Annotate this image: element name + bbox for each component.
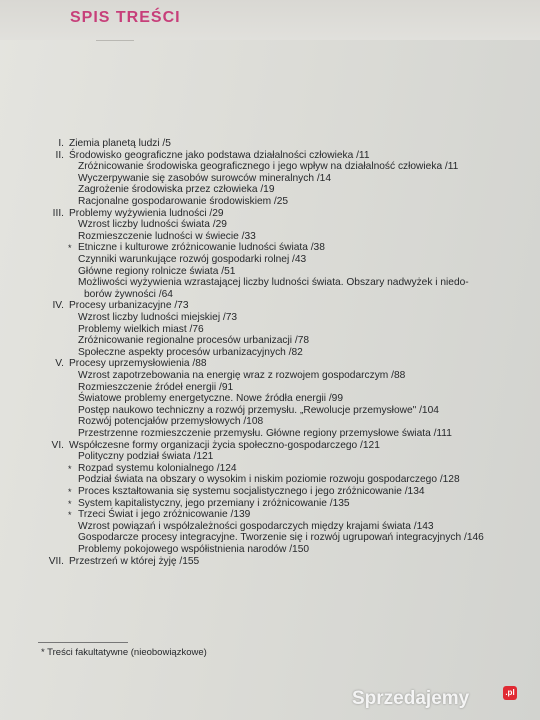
watermark-badge: .pl <box>503 686 517 700</box>
toc-section-title: Postęp naukowo techniczny a rozwój przemysłu. „Rewolucje przemysłowe" /104 <box>78 404 439 416</box>
toc-section-title: Wyczerpywanie się zasobów surowców mineralnych /14 <box>78 172 332 184</box>
toc-chapter-number: III. <box>52 207 64 219</box>
toc-section-title: borów żywności /64 <box>84 288 173 300</box>
toc-chapter-number: V. <box>55 358 64 370</box>
toc-section-title: Możliwości wyżywienia wzrastającej liczby ludności świata. Obszary nadwyżek i niedo- <box>78 277 469 289</box>
toc-chapter-title: Współczesne formy organizacji życia społeczno-gospodarczego /121 <box>69 439 380 451</box>
toc-section-title: Czynniki warunkujące rozwój gospodarki rolnej /43 <box>78 254 307 265</box>
toc-section-title: Zróżnicowanie środowiska geograficznego i jego wpływ na działalność człowieka /11 <box>78 161 459 173</box>
optional-marker: * <box>68 498 72 509</box>
toc-chapter-number: IV. <box>52 300 64 312</box>
toc-section-title: Wzrost liczby ludności świata /29 <box>78 219 227 231</box>
toc-section-title: Przestrzenne rozmieszczenie przemysłu. Główne regiony przemysłowe świata /111 <box>78 428 452 439</box>
toc-section-title: Podział świata na obszary o wysokim i niskim poziomie rozwoju gospodarczego /128 <box>78 474 460 486</box>
toc-section-title: Rozwój potencjałów przemysłowych /108 <box>78 416 264 428</box>
toc-section-title: Rozmieszczenie źródeł energii /91 <box>78 381 234 393</box>
footnote <box>41 647 207 659</box>
optional-marker: * <box>68 243 72 254</box>
footnote-divider <box>38 642 128 643</box>
optional-marker: * <box>68 487 72 497</box>
toc-section-title: Etniczne i kulturowe zróżnicowanie ludności świata /38 <box>78 242 325 254</box>
page-header <box>0 0 540 40</box>
toc-section-title: Racjonalne gospodarowanie środowiskiem /25 <box>78 196 289 207</box>
toc-section-title: Wzrost zapotrzebowania na energię wraz z rozwojem gospodarczym /88 <box>78 370 406 381</box>
toc-section-title: Problemy pokojowego współistnienia narodów /150 <box>78 544 310 555</box>
toc-section-title: System kapitalistyczny, jego przemiany i zróżnicowanie /135 <box>78 497 350 509</box>
optional-marker: * <box>68 510 72 521</box>
toc-section-title: Problemy wielkich miast /76 <box>78 323 204 335</box>
toc-section-title: Rozpad systemu kolonialnego /124 <box>78 462 237 474</box>
footnote-text: Treści fakultatywne (nieobowiązkowe) <box>47 647 207 658</box>
toc-section-title: Zagrożenie środowiska przez człowieka /19 <box>78 184 275 196</box>
toc-section-title: Zróżnicowanie regionalne procesów urbanizacji /78 <box>78 335 310 347</box>
toc-section-title: Gospodarcze procesy integracyjne. Tworzenie się i rozwój ugrupowań integracyjnych /146 <box>78 532 484 544</box>
toc-chapter-title: Problemy wyżywienia ludności /29 <box>69 207 224 219</box>
toc-chapter-title: Przestrzeń w której żyję /155 <box>69 555 200 567</box>
toc-chapter-title: Procesy uprzemysłowienia /88 <box>69 358 207 370</box>
toc-section-title: Społeczne aspekty procesów urbanizacyjnych /82 <box>78 346 303 358</box>
watermark-logo: Sprzedajemy <box>352 688 470 709</box>
toc-chapter-number: II. <box>55 149 64 161</box>
toc-section-title: Wzrost powiązań i współzależności gospodarczych między krajami świata /143 <box>78 520 434 532</box>
page-title: SPIS TREŚCI <box>70 9 181 26</box>
toc-section-title: Proces kształtowania się systemu socjalistycznego i jego zróżnicowanie /134 <box>78 486 425 497</box>
toc-chapter-title: Ziemia planetą ludzi /5 <box>69 138 171 149</box>
toc-section-title: Polityczny podział świata /121 <box>78 451 214 463</box>
toc-chapter-number: VII. <box>48 555 64 567</box>
toc-section-title: Trzeci Świat i jego zróżnicowanie /139 <box>78 509 251 521</box>
toc-section-title: Rozmieszczenie ludności w świecie /33 <box>78 230 256 242</box>
toc-section-title: Światowe problemy energetyczne. Nowe źródła energii /99 <box>78 393 344 405</box>
footnote-star: * <box>41 647 45 658</box>
toc-chapter-title: Środowisko geograficzne jako podstawa działalności człowieka /11 <box>69 149 370 161</box>
toc-chapter-number: I. <box>58 138 64 149</box>
toc-chapter-title: Procesy urbanizacyjne /73 <box>69 300 189 312</box>
toc-section-title: Główne regiony rolnicze świata /51 <box>78 265 236 277</box>
optional-marker: * <box>68 463 72 474</box>
toc-section-title: Wzrost liczby ludności miejskiej /73 <box>78 312 238 323</box>
toc-chapter-number: VI. <box>51 439 64 451</box>
header-divider <box>96 40 134 41</box>
